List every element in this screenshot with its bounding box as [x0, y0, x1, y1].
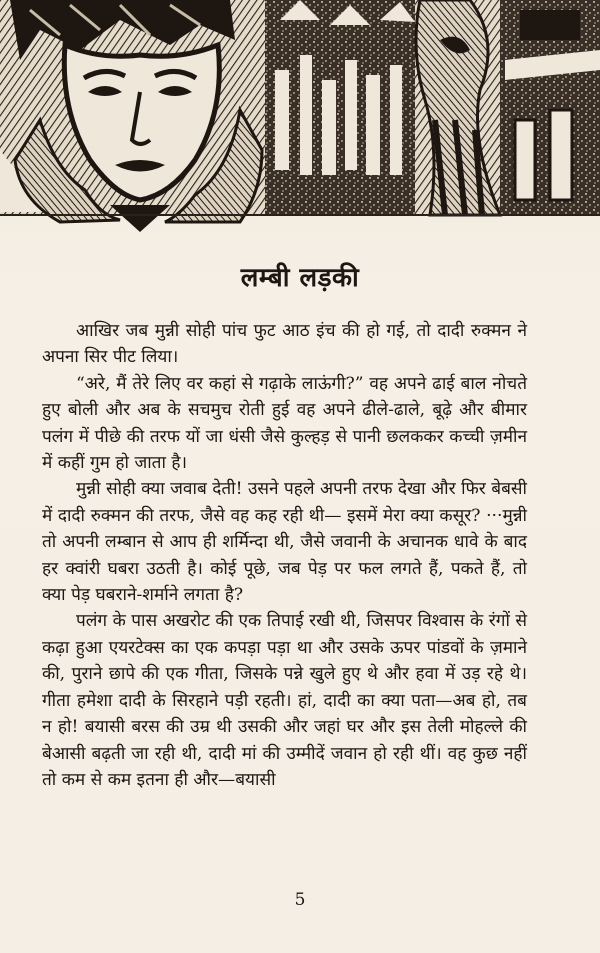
body-text	[42, 318, 527, 793]
woodcut-illustration	[0, 0, 600, 232]
woodcut-art	[0, 0, 600, 232]
paragraph: मुन्नी सोही क्या जवाब देती! उसने पहले अपनी तरफ देखा और फिर बेबसी में दादी रुक्मन की तरफ, जैसे वह कह रही थी— इसमें मेरा क्या कसूर? ···मुन्नी तो अपनी लम्बान से आप ही शर्मिन्दा थी, जैसे जवानी के अचानक धावे के बाद हर क्वांरी घबरा उठती है। कोई पूछे, जब पेड़ पर फल लगते हैं, पकते हैं, तो क्या पेड़ घबराने-शर्माने लगता है?	[42, 479, 527, 606]
page-number: 5	[294, 890, 306, 910]
story-title: लम्बी लड़की	[240, 263, 360, 293]
paragraph: “अरे, मैं तेरे लिए वर कहां से गढ़ाके लाऊंगी?” वह अपने ढाई बाल नोचते हुए बोली और अब के सचमुच रोती हुई वह अपने ढीले-ढाले, बूढ़े और बीमार पलंग में पीछे की तरफ यों जा धंसी जैसे कुल्हड़ से पानी छलककर कच्ची ज़मीन में कहीं गुम हो जाता है।	[42, 373, 527, 474]
paragraph: पलंग के पास अखरोट की एक तिपाई रखी थी, जिसपर विश्वास के रंगों से कढ़ा हुआ एयरटेक्स का एक कपड़ा पड़ा था और उसके ऊपर पांडवों के ज़माने की, पुराने छापे की एक गीता, जिसके पन्ने खुले हुए थे और हवा में उड़ रहे थे। गीता हमेशा दादी के सिरहाने पड़ी रहती। हां, दादी का क्या पता—अब हो, तब न हो! बयासी बरस की उम्र थी उसकी और जहां घर और इस तेली मोहल्ले की बेआसी बढ़ती जा रही थी, दादी मां की उम्मीदें जवान हो रही थीं। वह कुछ नहीं तो कम से कम इतना ही और—बयासी	[42, 611, 527, 790]
paragraph: आखिर जब मुन्नी सोही पांच फुट आठ इंच की हो गई, तो दादी रुक्मन ने अपना सिर पीट लिया।	[42, 321, 527, 368]
